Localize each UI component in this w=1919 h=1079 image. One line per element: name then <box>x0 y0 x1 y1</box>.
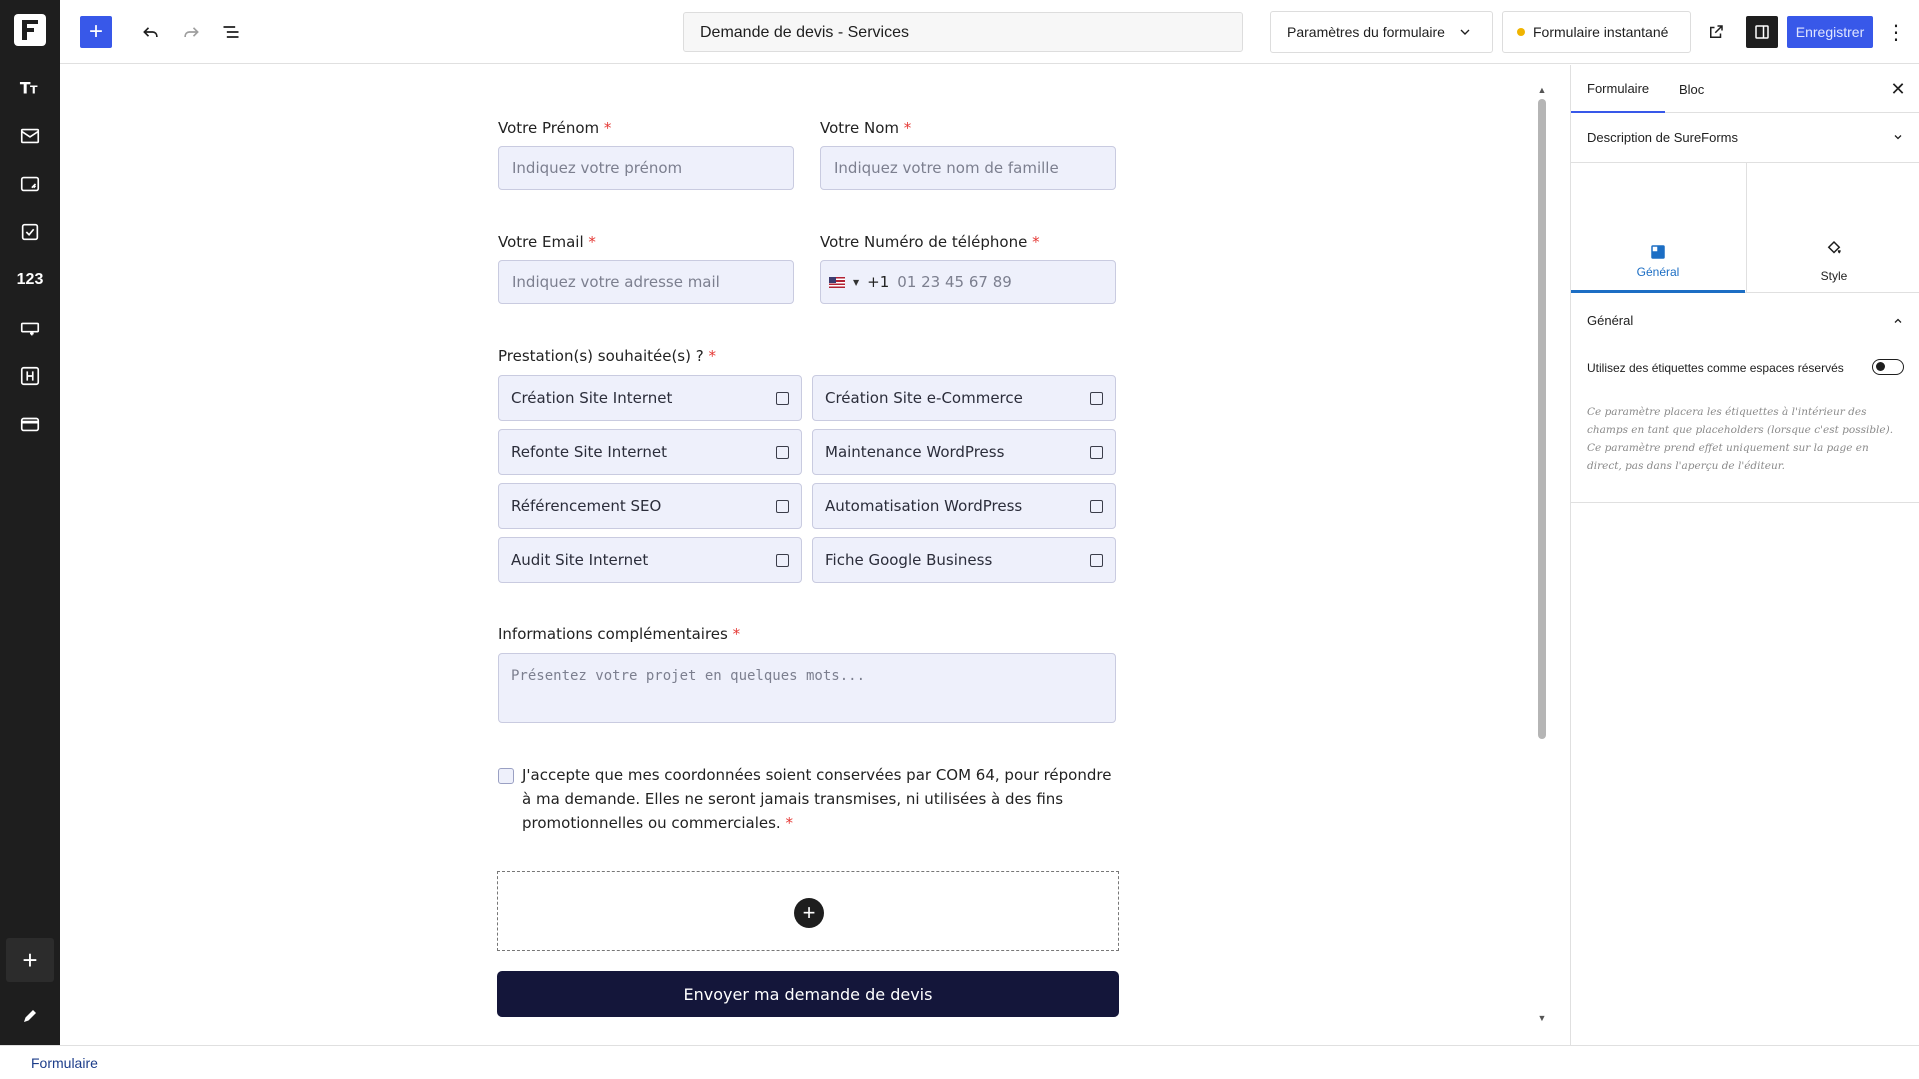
number-block-icon[interactable] <box>10 262 50 298</box>
sureforms-description-toggle[interactable] <box>1571 113 1919 163</box>
close-icon[interactable]: ✕ <box>1890 78 1906 99</box>
undo-icon[interactable] <box>135 16 167 48</box>
phone-label: Votre Numéro de téléphone * <box>820 233 1040 251</box>
service-option-label: Fiche Google Business <box>825 551 993 569</box>
checkbox-block-icon[interactable] <box>10 214 50 250</box>
more-options-icon[interactable]: ⋮ <box>1886 21 1906 44</box>
consent-checkbox[interactable] <box>498 768 514 784</box>
service-option[interactable] <box>812 375 1116 421</box>
checkbox-icon[interactable] <box>1090 554 1103 567</box>
phone-placeholder: 01 23 45 67 89 <box>897 273 1012 291</box>
service-option[interactable] <box>498 483 802 529</box>
svg-text:T: T <box>30 83 38 97</box>
external-link-icon[interactable] <box>1700 16 1732 48</box>
subtab-style-label: Style <box>1820 269 1848 283</box>
placeholder-option-label: Utilisez des étiquettes comme espaces réservés <box>1587 361 1844 375</box>
general-heading[interactable]: Général <box>1587 313 1634 328</box>
service-option-label: Audit Site Internet <box>511 551 649 569</box>
scroll-up-icon[interactable]: ▲ <box>1537 85 1547 95</box>
text-block-icon[interactable] <box>10 70 50 106</box>
chevron-down-icon <box>1457 24 1473 40</box>
checkbox-icon[interactable] <box>1090 446 1103 459</box>
panel-subtabs <box>1571 163 1919 293</box>
block-appender[interactable] <box>497 871 1119 951</box>
checkbox-icon[interactable] <box>1090 392 1103 405</box>
instant-form-label: Formulaire instantané <box>1533 24 1669 40</box>
service-option-label: Création Site Internet <box>511 389 673 407</box>
panel-tabs <box>1571 65 1919 113</box>
service-option[interactable] <box>812 429 1116 475</box>
sureforms-logo-icon[interactable] <box>14 14 46 46</box>
chevron-up-icon[interactable] <box>1892 315 1904 327</box>
subtab-general-label: Général <box>1636 265 1680 279</box>
paint-bucket-icon <box>1825 239 1843 257</box>
status-bar <box>0 1045 1919 1079</box>
service-option[interactable] <box>498 537 802 583</box>
general-section <box>1571 293 1919 503</box>
number-block-label: 123 <box>16 271 44 288</box>
canvas-scrollbar[interactable] <box>1536 85 1548 1025</box>
instant-form-button[interactable] <box>1502 11 1691 53</box>
heading-block-icon[interactable] <box>10 358 50 394</box>
info-label: Informations complémentaires * <box>498 625 741 643</box>
top-toolbar <box>60 0 1919 64</box>
placeholder-help-text: Ce paramètre placera les étiquettes à l'intérieur des champs en tant que placeholders (lorsque c'est possible). Ce paramètre prend effet uniquement sur la page en direct, pas dans l'aperçu de l'éditeur. <box>1587 406 1894 472</box>
tab-bloc[interactable]: Bloc <box>1679 81 1705 97</box>
checkbox-icon[interactable] <box>1090 500 1103 513</box>
description-label: Description de SureForms <box>1587 130 1738 145</box>
consent-text: J'accepte que mes coordonnées soient conservées par COM 64, pour répondre à ma demande. Elles ne seront jamais transmises, ni utilisées à des fins promotionnelles ou commerciales. * <box>522 766 1112 832</box>
redo-icon[interactable] <box>175 16 207 48</box>
service-option[interactable] <box>812 483 1116 529</box>
service-option-label: Maintenance WordPress <box>825 443 1005 461</box>
left-sidebar <box>0 0 60 1079</box>
status-dot-icon <box>1517 28 1525 36</box>
service-option[interactable] <box>498 429 802 475</box>
service-option[interactable] <box>498 375 802 421</box>
form-settings-button[interactable] <box>1270 11 1493 53</box>
services-label: Prestation(s) souhaitée(s) ? * <box>498 347 716 365</box>
service-option-label: Création Site e-Commerce <box>825 389 1023 407</box>
first-name-input[interactable]: Indiquez votre prénom <box>498 146 794 190</box>
dropdown-block-icon[interactable] <box>10 310 50 346</box>
info-textarea[interactable]: Présentez votre projet en quelques mots... <box>498 653 1116 723</box>
placeholder-toggle[interactable] <box>1872 359 1904 375</box>
email-label: Votre Email * <box>498 233 596 251</box>
tab-formulaire[interactable]: Formulaire <box>1571 65 1665 113</box>
document-title[interactable]: Demande de devis - Services <box>683 12 1243 52</box>
caret-down-icon: ▼ <box>853 277 860 287</box>
chevron-down-icon <box>1892 131 1904 143</box>
email-input[interactable]: Indiquez votre adresse mail <box>498 260 794 304</box>
svg-text:T: T <box>19 79 31 98</box>
first-name-label: Votre Prénom * <box>498 119 612 137</box>
checkbox-icon[interactable] <box>776 446 789 459</box>
settings-sidebar-toggle-icon[interactable] <box>1746 16 1778 48</box>
last-name-input[interactable]: Indiquez votre nom de famille <box>820 146 1116 190</box>
us-flag-icon[interactable] <box>829 277 845 288</box>
service-option[interactable] <box>812 537 1116 583</box>
editor-canvas <box>60 65 1570 1045</box>
breadcrumb[interactable]: Formulaire <box>31 1055 98 1071</box>
service-option-label: Automatisation WordPress <box>825 497 1023 515</box>
submit-button[interactable]: Envoyer ma demande de devis <box>497 971 1119 1017</box>
layout-icon <box>1649 243 1667 261</box>
subtab-general[interactable] <box>1571 163 1745 293</box>
subtab-style[interactable] <box>1746 163 1919 293</box>
checkbox-icon[interactable] <box>776 392 789 405</box>
add-block-icon[interactable]: + <box>6 938 54 982</box>
block-inserter-button[interactable]: + <box>80 16 112 48</box>
form-settings-label: Paramètres du formulaire <box>1287 24 1445 40</box>
service-option-label: Refonte Site Internet <box>511 443 667 461</box>
checkbox-icon[interactable] <box>776 500 789 513</box>
add-block-icon[interactable]: + <box>794 898 824 928</box>
pencil-icon[interactable] <box>10 1000 50 1032</box>
email-block-icon[interactable] <box>10 118 50 154</box>
scroll-down-icon[interactable]: ▼ <box>1537 1013 1547 1023</box>
dial-code: +1 <box>867 273 890 291</box>
payment-block-icon[interactable] <box>10 406 50 442</box>
save-button[interactable]: Enregistrer <box>1787 16 1873 48</box>
last-name-label: Votre Nom * <box>820 119 912 137</box>
checkbox-icon[interactable] <box>776 554 789 567</box>
settings-panel <box>1570 65 1919 1045</box>
textarea-block-icon[interactable] <box>10 166 50 202</box>
scrollbar-thumb[interactable] <box>1538 99 1546 739</box>
document-overview-icon[interactable] <box>215 16 247 48</box>
service-option-label: Référencement SEO <box>511 497 662 515</box>
phone-input[interactable] <box>820 260 1116 304</box>
